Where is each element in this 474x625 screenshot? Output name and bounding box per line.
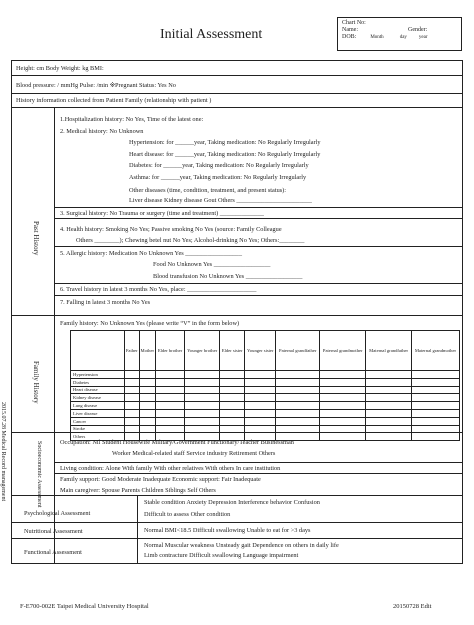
socio-row[interactable]: Worker Medical-related staff Service industry Retirement Others (112, 450, 276, 457)
fh-cell[interactable] (276, 402, 320, 410)
fh-cell[interactable] (411, 409, 459, 417)
fh-cell[interactable] (245, 409, 276, 417)
fh-cell[interactable] (320, 433, 366, 441)
fh-cell[interactable] (184, 417, 219, 425)
fh-row-label: Heart disease (71, 386, 125, 394)
fh-cell[interactable] (220, 371, 245, 379)
fh-cell[interactable] (411, 417, 459, 425)
blood-pressure-row[interactable]: Blood pressure: / mmHg Pulse: /min ※Pregnant Status: Yes No (16, 82, 176, 89)
assessment-form (11, 60, 463, 564)
fh-corner (71, 331, 125, 371)
fh-cell[interactable] (139, 417, 156, 425)
fh-cell[interactable] (320, 378, 366, 386)
past-history-row[interactable]: 4. Health history: Smoking No Yes; Passive smoking No Yes (source: Family Colleague (60, 226, 282, 233)
socio-label: Socioeconomic Assessment (36, 441, 42, 508)
past-history-row[interactable]: Diabetes: for ______year, Taking medication: No Regularly Irregularly (129, 162, 309, 169)
fh-cell[interactable] (125, 394, 140, 402)
fh-row-label: Kidney disease (71, 394, 125, 402)
fh-cell[interactable] (125, 417, 140, 425)
fh-row-label: Cancer (71, 417, 125, 425)
fh-cell[interactable] (139, 378, 156, 386)
fh-cell[interactable] (184, 402, 219, 410)
fh-cell[interactable] (220, 417, 245, 425)
fh-col-header: Elder sister (220, 331, 245, 371)
fh-cell[interactable] (139, 394, 156, 402)
fh-cell[interactable] (320, 394, 366, 402)
fh-col-header: Mother (139, 331, 156, 371)
past-history-row[interactable]: 3. Surgical history: No Trauma or surgery (time and treatment) ______________ (60, 210, 264, 217)
family-history-table (70, 330, 460, 480)
nutr-label: Nutritional Assessment (24, 528, 83, 535)
fh-cell[interactable] (139, 386, 156, 394)
psych-row-2[interactable]: Difficult to assess Other condition (144, 511, 231, 518)
past-history-row[interactable]: 2. Medical history: No Unknown (60, 128, 144, 135)
fh-cell[interactable] (276, 386, 320, 394)
past-history-label: Past History (32, 221, 40, 256)
past-history-row[interactable]: 6. Travel history in latest 3 months No Yes, place: ______________________ (60, 286, 257, 293)
fh-cell[interactable] (156, 417, 185, 425)
fh-cell[interactable] (245, 371, 276, 379)
fh-cell[interactable] (411, 386, 459, 394)
fh-col-header: Younger sister (245, 331, 276, 371)
past-history-row[interactable]: Heart disease: for ______year, Taking medication: No Regularly Irregularly (129, 151, 321, 158)
fh-cell[interactable] (184, 371, 219, 379)
fh-cell[interactable] (220, 402, 245, 410)
fh-cell[interactable] (156, 378, 185, 386)
fh-cell[interactable] (184, 409, 219, 417)
fh-cell[interactable] (156, 386, 185, 394)
fh-cell[interactable] (156, 402, 185, 410)
fh-cell[interactable] (220, 378, 245, 386)
past-history-row[interactable]: Others ________); Chewing betel nut No Yes; Alcohol-drinking No Yes; Others:________ (76, 237, 305, 244)
fh-cell[interactable] (320, 386, 366, 394)
socio-row[interactable]: Living condition: Alone With family With other relatives With others In care institution (60, 465, 281, 472)
fh-cell[interactable] (276, 378, 320, 386)
fh-cell[interactable] (366, 394, 411, 402)
fh-col-header: Elder brother (156, 331, 185, 371)
fh-cell[interactable] (276, 417, 320, 425)
fh-cell[interactable] (125, 378, 140, 386)
fh-col-header: Younger brother (184, 331, 219, 371)
socio-row[interactable]: Occupation: Nil Student Housewife Military/Government Functionary/Teacher Businessman (60, 439, 294, 446)
fh-cell[interactable] (245, 402, 276, 410)
fh-cell[interactable] (366, 371, 411, 379)
func-row-2[interactable]: Limb contracture Difficult swallowing Language impairment (144, 552, 299, 559)
fh-cell[interactable] (366, 409, 411, 417)
fh-cell[interactable] (245, 378, 276, 386)
fh-cell[interactable] (156, 409, 185, 417)
fh-row-label: Lung disease (71, 402, 125, 410)
fh-cell[interactable] (125, 402, 140, 410)
past-history-row[interactable]: Liver disease Kidney disease Gout Others ________________________ (129, 197, 312, 204)
nutr-row[interactable]: Normal BMI<18.5 Difficult swallowing Unable to eat for >3 days (144, 527, 311, 534)
fh-col-header: Paternal grandfather (276, 331, 320, 371)
footer-edit: 20150728 Edit (393, 603, 432, 610)
fh-row-label: Diabetes (71, 378, 125, 386)
fh-row-label: Hypertension (71, 371, 125, 379)
fh-cell[interactable] (411, 402, 459, 410)
past-history-row[interactable]: 1.Hospitalization history: No Yes, Time of the latest one: (60, 116, 204, 123)
fh-cell[interactable] (245, 394, 276, 402)
fh-cell[interactable] (411, 378, 459, 386)
socio-row[interactable]: Family support: Good Moderate Inadequate Economic support: Fair Inadequate (60, 476, 261, 483)
fh-row-label: Stroke (71, 425, 125, 433)
past-history-row[interactable]: Hypertension: for ______year, Taking medication: No Regularly Irregularly (129, 139, 321, 146)
fh-cell[interactable] (220, 394, 245, 402)
family-history-label: Family History (32, 361, 40, 404)
func-label: Functional Assessment (24, 549, 82, 556)
fh-cell[interactable] (276, 394, 320, 402)
footer-code: F-E700-002E Taipei Medical University Hospital (20, 603, 149, 610)
fh-col-header: Father (125, 331, 140, 371)
fh-cell[interactable] (320, 417, 366, 425)
fh-cell[interactable] (366, 378, 411, 386)
fh-row-label: Others (71, 433, 125, 441)
fh-cell[interactable] (184, 386, 219, 394)
fh-cell[interactable] (245, 417, 276, 425)
psych-label: Psychological Assessment (24, 510, 91, 517)
fh-cell[interactable] (366, 433, 411, 441)
past-history-row[interactable]: 5. Allergic history: Medication No Unknown Yes __________________ (60, 250, 242, 257)
fh-cell[interactable] (411, 394, 459, 402)
chart-info-box (337, 17, 462, 51)
fh-col-header: Maternal grandfather (366, 331, 411, 371)
fh-cell[interactable] (184, 394, 219, 402)
fh-cell[interactable] (366, 402, 411, 410)
fh-cell[interactable] (139, 371, 156, 379)
socio-row[interactable]: Main caregiver: Spouse Parents Children Siblings Self Others (60, 487, 216, 494)
fh-cell[interactable] (411, 371, 459, 379)
fh-cell[interactable] (156, 394, 185, 402)
psych-row-1[interactable]: Stable condition Anxiety Depression Interference behavior Confusion (144, 499, 320, 506)
fh-cell[interactable] (245, 386, 276, 394)
fh-cell[interactable] (139, 409, 156, 417)
past-history-row[interactable]: Other diseases (time, condition, treatment, and present status): (129, 187, 287, 194)
history-source-row[interactable]: History information collected from Patient Family (relationship with patient ) (16, 97, 212, 104)
vertical-record-note: 2015.07.28 Medical Record management (0, 402, 6, 502)
fh-col-header: Paternal grandmother (320, 331, 366, 371)
func-row-1[interactable]: Normal Muscular weakness Unsteady gait Dependence on others in daily life (144, 542, 339, 549)
family-history-header[interactable]: Family history: No Unknown Yes (please write “V” in the form below) (60, 320, 240, 327)
fh-cell[interactable] (156, 371, 185, 379)
fh-cell[interactable] (411, 433, 459, 441)
fh-cell[interactable] (320, 371, 366, 379)
page-title: Initial Assessment (160, 27, 263, 42)
fh-cell[interactable] (276, 371, 320, 379)
fh-cell[interactable] (320, 402, 366, 410)
fh-cell[interactable] (125, 409, 140, 417)
fh-cell[interactable] (366, 386, 411, 394)
fh-cell[interactable] (125, 386, 140, 394)
chart-dob-row: DOB: Month day year (342, 33, 428, 40)
past-history-row[interactable]: Asthma: for ______year, Taking medication: No Regularly Irregularly (129, 174, 307, 181)
fh-row-label: Liver disease (71, 409, 125, 417)
fh-cell[interactable] (139, 402, 156, 410)
fh-col-header: Maternal grandmother (411, 331, 459, 371)
past-history-row[interactable]: 7. Falling in latest 3 months No Yes (60, 299, 151, 306)
fh-cell[interactable] (366, 417, 411, 425)
height-weight-row[interactable]: Height: cm Body Weight: kg BMI: (16, 65, 104, 72)
fh-cell[interactable] (220, 386, 245, 394)
fh-cell[interactable] (276, 409, 320, 417)
chart-no: Chart No: (342, 20, 366, 26)
past-history-row[interactable]: Blood transfusion No Unknown Yes __________________ (153, 273, 303, 280)
fh-cell[interactable] (125, 371, 140, 379)
past-history-row[interactable]: Food No Unknown Yes __________________ (153, 261, 271, 268)
chart-name-row: Name: Gender: (342, 26, 428, 33)
fh-cell[interactable] (320, 409, 366, 417)
fh-cell[interactable] (220, 409, 245, 417)
fh-cell[interactable] (184, 378, 219, 386)
